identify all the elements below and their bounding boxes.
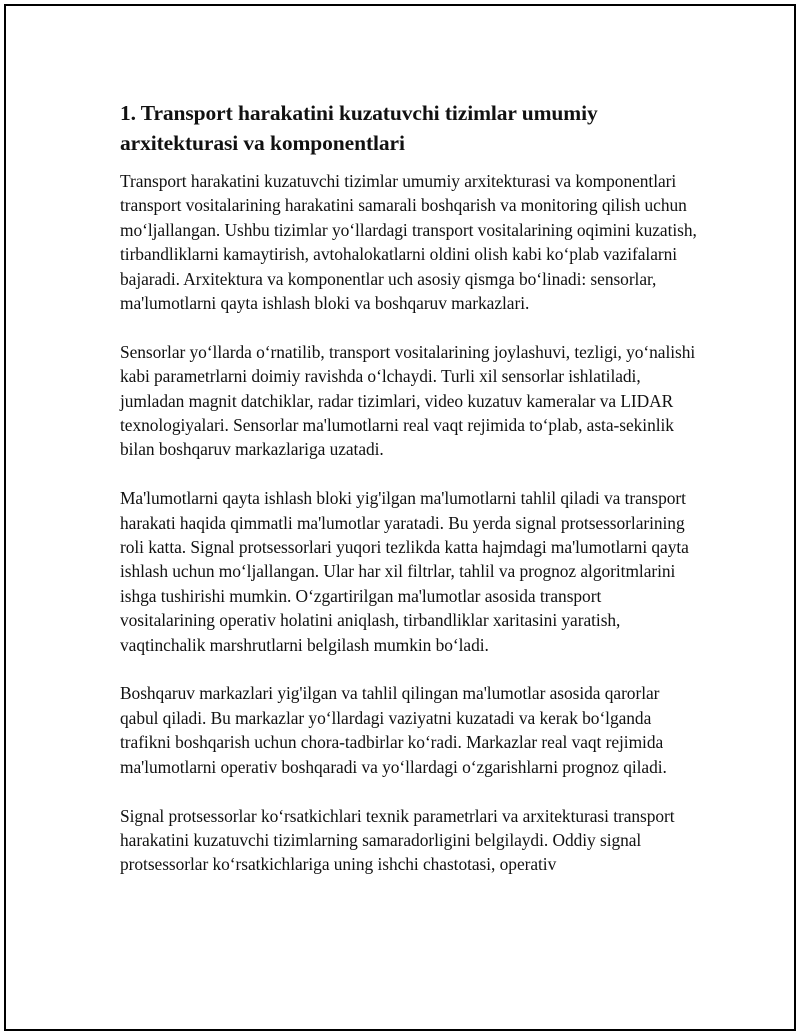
- document-page: [4, 4, 796, 1031]
- document-body: [120, 98, 700, 901]
- paragraph-sensors: Sensorlar yo‘llarda o‘rnatilib, transport vositalarining joylashuvi, tezligi, yo‘nalishi kabi parametrlarni doimiy ravishda o‘lchaydi. Turli xil sensorlar ishlatiladi, jumladan magnit datchiklar, radar tizimlari, video kuzatuv kameralar va LIDAR texnologiyalari. Sensorlar ma'lumotlarni real vaqt rejimida to‘plab, asta-sekinlik bilan boshqaruv markazlariga uzatadi.: [120, 341, 696, 460]
- paragraph-signal-processors: Signal protsessorlar ko‘rsatkichlari texnik parametrlari va arxitekturasi transport harakatini kuzatuvchi tizimlarning samaradorligini belgilaydi. Oddiy signal protsessorlar ko‘rsatkichlariga uning ishchi chastotasi, operativ: [120, 805, 675, 875]
- paragraph-data-processing: Ma'lumotlarni qayta ishlash bloki yig'ilgan ma'lumotlarni tahlil qiladi va transport harakati haqida qimmatli ma'lumotlar yaratadi. Bu yerda signal protsessorlarining roli katta. Signal protsessorlari yuqori tezlikda katta hajmdagi ma'lumotlarni qayta ishlash uchun mo‘ljallangan. Ular har xil filtrlar, tahlil va prognoz algoritmlarini ishga tushirishi mumkin. O‘zgartirilgan ma'lumotlar asosida transport vositalarining operativ holatini aniqlash, tirbandliklar xaritasini yaratish, vaqtinchalik marshrutlarni belgilash mumkin bo‘ladi.: [120, 488, 689, 655]
- paragraph-architecture-overview: Transport harakatini kuzatuvchi tizimlar umumiy arxitekturasi va komponentlari transport vositalarining harakatini samarali boshqarish va monitoring qilish uchun mo‘ljallangan. Ushbu tizimlar yo‘llardagi transport vositalarining oqimini kuzatish, tirbandliklarni kamaytirish, avtohalokatlarni oldini olish kabi ko‘plab vazifalarni bajaradi. Arxitektura va komponentlar uch asosiy qismga bo‘linadi: sensorlar, ma'lumotlarni qayta ishlash bloki va boshqaruv markazlari.: [120, 171, 697, 314]
- section-heading: 1. Transport harakatini kuzatuvchi tizimlar umumiy arxitekturasi va komponentlari: [120, 101, 598, 155]
- paragraph-control-centers: Boshqaruv markazlari yig'ilgan va tahlil qilingan ma'lumotlar asosida qarorlar qabul qiladi. Bu markazlar yo‘llardagi vaziyatni kuzatadi va kerak bo‘lganda trafikni boshqarish uchun chora-tadbirlar ko‘radi. Markazlar real vaqt rejimida ma'lumotlarni operativ boshqaradi va yo‘llardagi o‘zgarishlarni prognoz qiladi.: [120, 683, 667, 777]
